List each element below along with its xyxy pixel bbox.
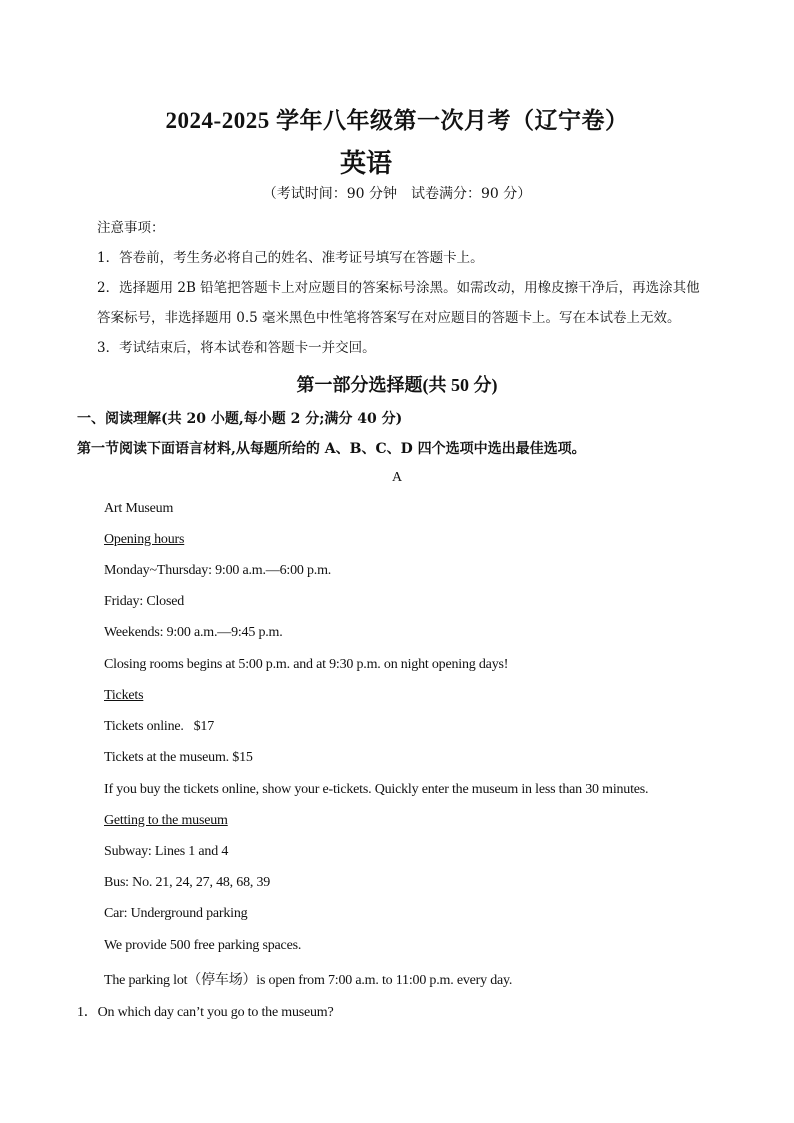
notes-heading: 注意事项：: [97, 220, 165, 236]
exam-info: （考试时间：90 分钟 试卷满分：90 分）: [262, 186, 532, 202]
passage-line: Weekends: 9:00 a.m.—9:45 p.m.: [104, 625, 283, 640]
passage-line: Friday: Closed: [104, 594, 185, 609]
section-instruction: 第一节阅读下面语言材料,从每题所给的 A、B、C、D 四个选项中选出最佳选项。: [77, 441, 586, 457]
passage-line: Tickets at the museum. $15: [104, 750, 253, 765]
note-item: 2．选择题用 2B 铅笔把答题卡上对应题目的答案标号涂黑。如需改动，用橡皮擦干净后，再选涂其他: [97, 280, 700, 296]
passage-subheading: Getting to the museum: [104, 813, 228, 828]
part-one-heading: 第一部分选择题(共 50 分): [296, 375, 498, 395]
passage-line: The parking lot（停车场）is open from 7:00 a.m. to 11:00 p.m. every day.: [104, 973, 513, 988]
passage-line: Car: Underground parking: [104, 906, 248, 921]
passage-line: Tickets online. $17: [104, 719, 215, 734]
passage-subheading: Opening hours: [104, 532, 185, 547]
passage-subheading: Tickets: [104, 688, 144, 703]
passage-line: Art Museum: [104, 501, 174, 516]
exam-title: 2024-2025 学年八年级第一次月考（辽宁卷）: [165, 108, 629, 133]
note-item: 3．考试结束后，将本试卷和答题卡一并交回。: [97, 340, 376, 356]
section-title: 一、阅读理解(共 20 小题,每小题 2 分;满分 40 分): [77, 411, 403, 427]
note-item: 1．答卷前，考生务必将自己的姓名、准考证号填写在答题卡上。: [97, 250, 484, 266]
passage-letter: A: [391, 470, 403, 485]
passage-line: Closing rooms begins at 5:00 p.m. and at 9:30 p.m. on night opening days!: [104, 657, 509, 672]
passage-line: Bus: No. 21, 24, 27, 48, 68, 39: [104, 875, 271, 890]
passage-line: Subway: Lines 1 and 4: [104, 844, 229, 859]
subject-title: 英语: [340, 149, 393, 179]
passage-line: Monday~Thursday: 9:00 a.m.—6:00 p.m.: [104, 563, 332, 578]
passage-line: If you buy the tickets online, show your e-tickets. Quickly enter the museum in less than 30 minutes.: [104, 782, 649, 797]
question-1: 1．On which day can’t you go to the museum?: [77, 1005, 334, 1020]
note-item: 答案标号，非选择题用 0.5 毫米黑色中性笔将答案写在对应题目的答题卡上。写在本试卷上无效。: [97, 310, 681, 326]
passage-line: We provide 500 free parking spaces.: [104, 938, 302, 953]
